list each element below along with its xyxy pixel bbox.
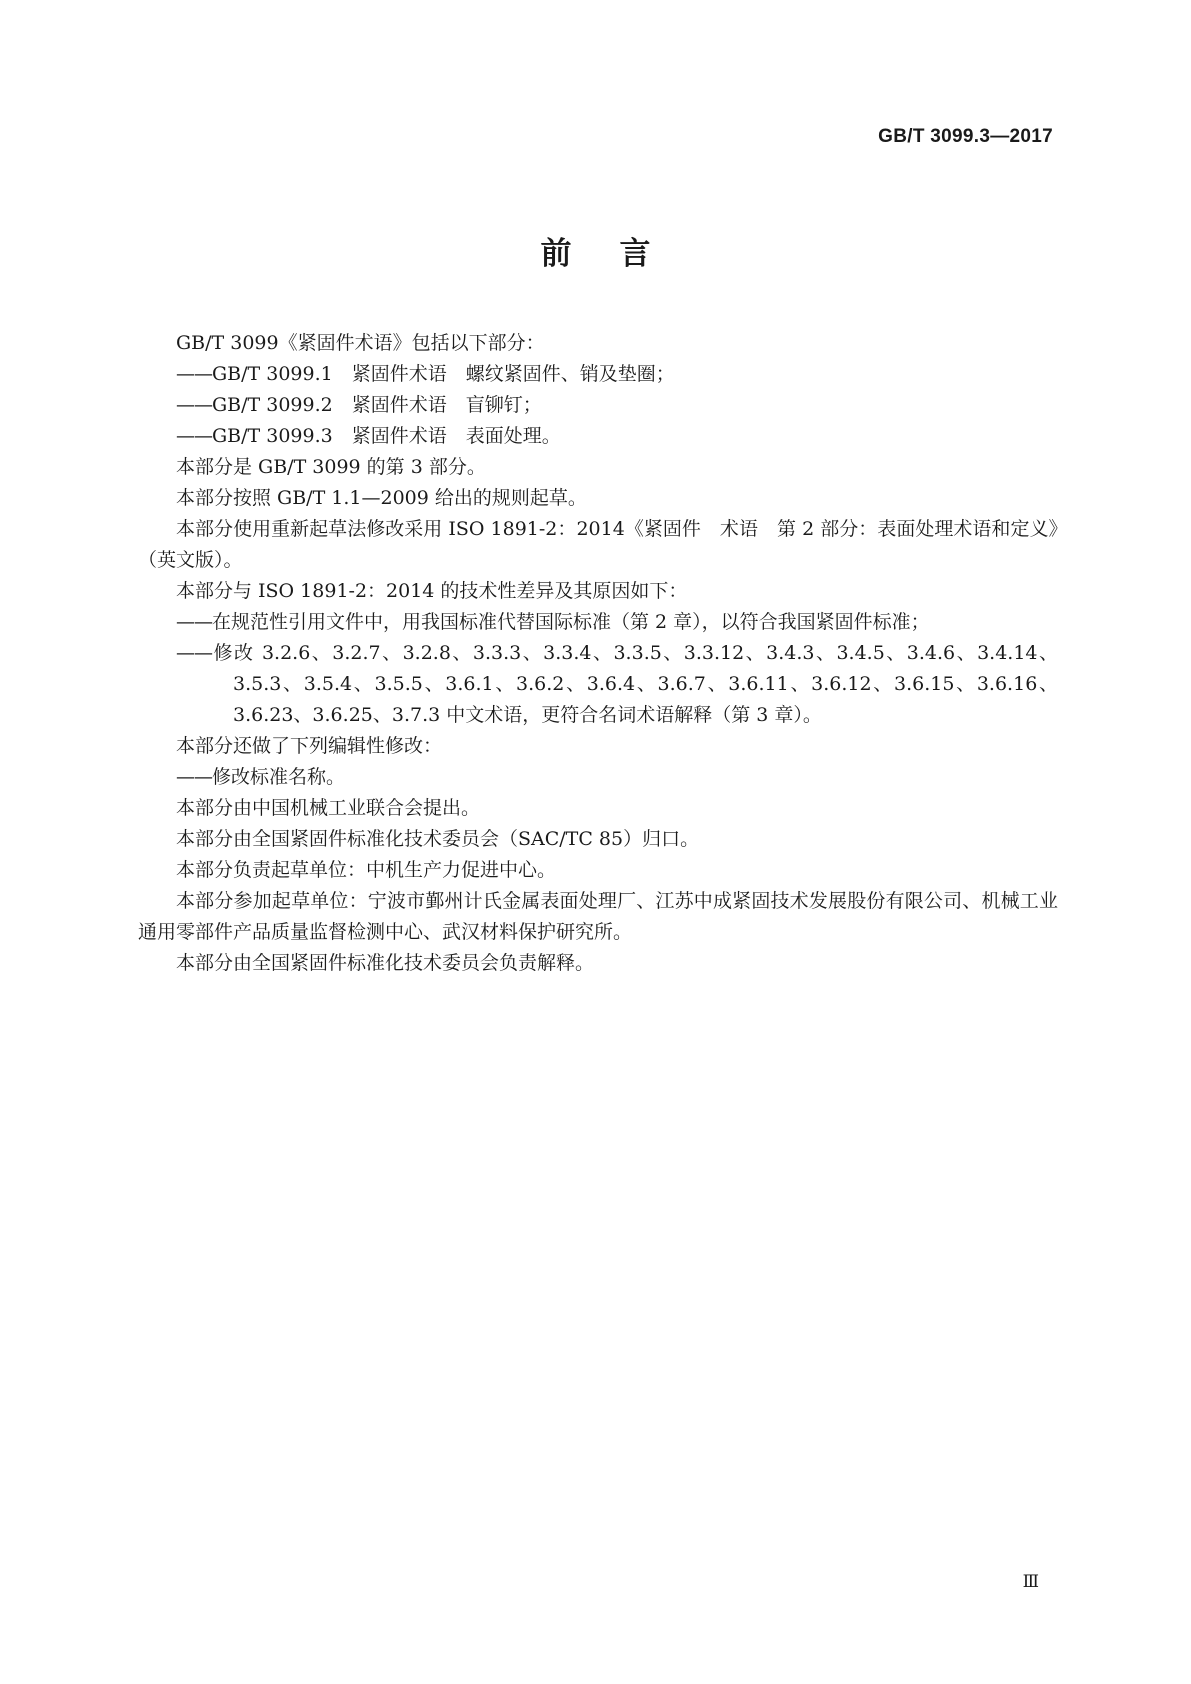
list-item: ——GB/T 3099.2 紧固件术语 盲铆钉；: [176, 394, 542, 416]
foreword-body: [138, 328, 1058, 979]
paragraph: 本部分由全国紧固件标准化技术委员会（SAC/TC 85）归口。: [176, 828, 700, 850]
paragraph: 本部分负责起草单位：中机生产力促进中心。: [176, 859, 557, 881]
list-item: ——在规范性引用文件中，用我国标准代替国际标准（第 2 章），以符合我国紧固件标准；: [176, 611, 930, 633]
paragraph: 本部分由中国机械工业联合会提出。: [176, 797, 481, 819]
paragraph: 本部分还做了下列编辑性修改：: [176, 735, 443, 757]
standard-code: GB/T 3099.3—2017: [878, 126, 1053, 147]
paragraph: 本部分使用重新起草法修改采用 ISO 1891-2：2014《紧固件 术语 第 2 部分：表面处理术语和定义》（英文版）。: [138, 518, 1058, 571]
paragraph: 本部分参加起草单位：宁波市鄞州计氏金属表面处理厂、江苏中成紧固技术发展股份有限公司、机械工业通用零部件产品质量监督检测中心、武汉材料保护研究所。: [138, 890, 1058, 943]
page-number: Ⅲ: [1022, 1572, 1039, 1591]
page-title: 前言: [540, 236, 699, 272]
paragraph: GB/T 3099《紧固件术语》包括以下部分：: [176, 332, 545, 354]
paragraph: 本部分按照 GB/T 1.1—2009 给出的规则起草。: [176, 487, 587, 509]
paragraph: 本部分是 GB/T 3099 的第 3 部分。: [176, 456, 486, 478]
list-item: ——修改标准名称。: [176, 766, 346, 788]
list-item: ——修改 3.2.6、3.2.7、3.2.8、3.3.3、3.3.4、3.3.5、3.3.12、3.4.3、3.4.5、3.4.6、3.4.14、3.5.3、3.5.4、3.5.5、3.6.1、3.6.2、3.6.4、3.6.7、3.6.11、3.6.12、3.6.15、3.6.16、3.6.23、3.6.25、3.7.3 中文术语，更符合名词术语解释（第 3 章）。: [176, 642, 1058, 726]
paragraph: 本部分由全国紧固件标准化技术委员会负责解释。: [176, 952, 595, 974]
list-item: ——GB/T 3099.3 紧固件术语 表面处理。: [176, 425, 561, 447]
list-item: ——GB/T 3099.1 紧固件术语 螺纹紧固件、销及垫圈；: [176, 363, 675, 385]
paragraph: 本部分与 ISO 1891-2：2014 的技术性差异及其原因如下：: [176, 580, 688, 602]
